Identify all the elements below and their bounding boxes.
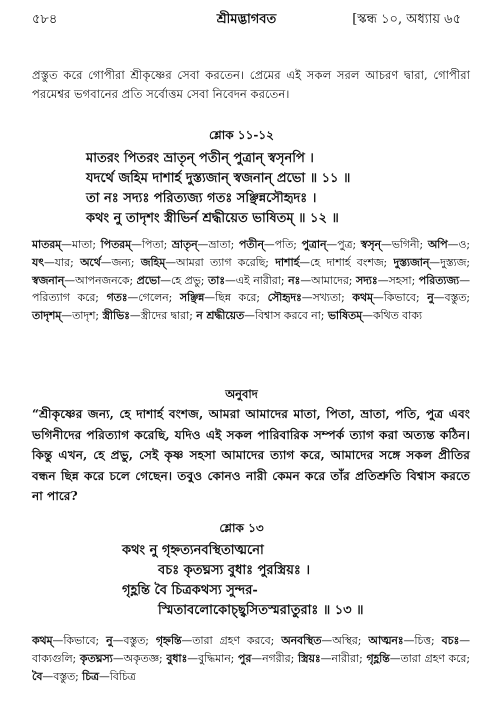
synonym-term: তাদৃশম্‌ bbox=[32, 309, 62, 323]
synonym-term: পুর bbox=[238, 651, 252, 665]
synonym-term: নু bbox=[427, 291, 434, 305]
synonym-term: সদ্যঃ bbox=[356, 273, 378, 287]
synonym-meaning: বিচিত্র bbox=[109, 669, 136, 683]
synonym-meaning: আমাদের bbox=[311, 273, 349, 287]
synonym-meaning: গেলেন bbox=[138, 291, 169, 305]
synonym-meaning: বস্তুত bbox=[444, 291, 467, 305]
synonym-meaning: যার bbox=[54, 255, 71, 269]
translation-11-12: “শ্রীকৃষ্ণের জন্য, হে দাশার্হ বংশজ, আমরা আমাদের মাতা, পিতা, ভ্রাতা, পতি, পুত্র এবং ভগিনীদের পরিত্যাগ করেছি, যদিও এই সকল পারিবারিক সম্পর্ক ত্যাগ করা অত্যন্ত কঠিন। কিন্তু এখন, হে প্রভু, সেই কৃষ্ণ সহসা আমাদের ত্যাগ করে, আমাদের সঙ্গে সকল প্রীতির বন্ধন ছিন্ন করে চলে গেছেন। তবুও কোনও নারী কেমন করে তাঁর প্রতিশ্রুতি বিশ্বাস করতে না পারে? bbox=[32, 407, 470, 503]
synonym-meaning: ছিন্ন করে bbox=[215, 291, 257, 305]
synonym-term: পরিত্যজ্য bbox=[418, 273, 460, 287]
verse-line: স্মিতাবলোকোচ্ছ্বসিতস্মরাতুরাঃ ॥ ১৩ ॥ bbox=[158, 603, 364, 618]
synonym-meaning: তারা গ্রহণ করে bbox=[400, 651, 467, 665]
synonym-meaning: দুস্ত্যজ bbox=[440, 255, 467, 269]
word-for-word-13: কথম্‌—কিভাবে; নু—বস্তুত; গৃহ্নন্তি—তারা গ্রহণ করবে; অনবস্থিত—অস্থির; আত্মনঃ—চিত্ত; বচঃ—বাক্যগুলি; কৃতঘ্নস্য—অকৃতজ্ঞ; বুধাঃ—বুদ্ধিমান; পুর—নগরীর; স্ত্রিয়ঃ—নারীরা; গৃহ্ণন্তি—তারা গ্রহণ করে; বৈ—বস্তুত; চিত্র—বিচিত্র bbox=[32, 634, 470, 683]
synonym-meaning: স্ত্রীদের দ্বারা bbox=[140, 309, 190, 323]
verse-line: কথং নু গৃহ্নত্যনবস্থিতাত্মনো bbox=[122, 543, 264, 558]
synonym-term: স্ত্রিয়ঃ bbox=[297, 651, 321, 665]
synonym-term: অনবস্থিত bbox=[281, 634, 322, 647]
verse-line: গৃহ্ণন্তি বৈ চিত্রকথস্য সুন্দর- bbox=[122, 583, 258, 598]
running-header bbox=[32, 10, 461, 28]
synonym-term: বুধাঃ bbox=[166, 651, 188, 665]
synonym-meaning: বাক্যগুলি bbox=[32, 651, 73, 665]
synonym-term: গৃহ্নন্তি bbox=[155, 634, 182, 647]
synonym-meaning: সখ্যতা bbox=[312, 291, 342, 305]
synonym-meaning: জন্য bbox=[111, 255, 131, 269]
synonym-term: কথম্‌ bbox=[32, 634, 53, 647]
synonym-term: ভাষিতম্‌ bbox=[327, 309, 363, 323]
book-title: শ্রীমদ্ভাগবত bbox=[216, 12, 277, 27]
verse-line: বচঃ কৃতঘ্নস্য বুধাঃ পুরস্ত্রিয়ঃ । bbox=[158, 563, 310, 578]
synonym-term: আত্মনঃ bbox=[368, 634, 404, 647]
synonym-term: নঃ bbox=[288, 273, 301, 287]
synonym-term: যৎ bbox=[32, 255, 44, 269]
verse-13-heading: শ্লোক ১৩ bbox=[219, 521, 264, 535]
word-for-word-11-12: মাতরম্‌—মাতা; পিতরম্‌—পিতা; ভ্রাতৃন্‌—ভ্রাতা; পতীন্‌—পতি; পুত্রান্‌—পুত্র; স্বসৃন্‌—ভগিনী; অপি—ও; যৎ—যার; অর্থে—জন্য; জহিম্‌—আমরা ত্যাগ করেছি; দাশার্হ—হে দাশার্হ বংশজ; দুস্ত্যজান্‌—দুস্ত্যজ; স্বজনান্‌—আপনজনকে; প্রভো—হে প্রভু; তাঃ—এই নারীরা; নঃ—আমাদের; সদ্যঃ—সহসা; পরিত্যজ্য—পরিত্যাগ করে; গতঃ—গেলেন; সঞ্ছিন্ন—ছিন্ন করে; সৌহৃদঃ—সখ্যতা; কথম্‌—কিভাবে; নু—বস্তুত; তাদৃশম্‌—তাদৃশ; স্ত্রীভিঃ—স্ত্রীদের দ্বারা; ন শ্রদ্ধীয়েত—বিশ্বাস করবে না; ভাষিতম্‌—কথিত বাক্য bbox=[32, 238, 470, 323]
synonym-meaning: নগরীর bbox=[262, 651, 291, 665]
translation-heading: অনুবাদ bbox=[225, 387, 258, 401]
synonym-meaning: এই নারীরা bbox=[235, 273, 281, 287]
synonym-term: কথম্‌ bbox=[352, 291, 373, 305]
synonym-meaning: হে প্রভু bbox=[171, 273, 201, 287]
synonym-term: পিতরম্‌ bbox=[100, 238, 132, 251]
verse-line: কথং নু তাদৃশং স্ত্রীভির্ন শ্রদ্ধীয়েত ভাষিতম্‌ ॥ ১২ ॥ bbox=[86, 211, 339, 226]
synonym-meaning: ও bbox=[458, 238, 467, 251]
synonym-meaning: হে দাশার্হ বংশজ bbox=[310, 255, 384, 269]
synonym-term: অর্থে bbox=[80, 255, 101, 269]
verse-13-text bbox=[0, 541, 483, 621]
synonym-meaning: পিতা bbox=[141, 238, 164, 251]
synonym-term: পতীন্‌ bbox=[238, 238, 264, 251]
synonym-term: অপি bbox=[427, 238, 448, 251]
synonym-meaning: অস্থির bbox=[332, 634, 358, 647]
synonym-term: সৌহৃদঃ bbox=[267, 291, 302, 305]
synonym-term: সঞ্ছিন্ন bbox=[179, 291, 205, 305]
synonym-meaning: আপনজনকে bbox=[75, 273, 130, 287]
synonym-term: নু bbox=[106, 634, 113, 647]
synonym-term: প্রভো bbox=[136, 273, 161, 287]
synonym-term: স্বসৃন্‌ bbox=[360, 238, 381, 251]
page-number: ৫৮৪ bbox=[32, 12, 58, 27]
verse-line: যদর্থে জহিম দাশার্হ দুস্ত্যজান্‌ স্বজনান্‌ প্রভো ॥ ১১ ॥ bbox=[86, 171, 351, 186]
synonym-term: বৈ bbox=[32, 669, 43, 683]
synonym-term: দাশার্হ bbox=[275, 255, 300, 269]
synonym-meaning: বিশ্বাস করবে না bbox=[254, 309, 321, 323]
synonym-meaning: ভ্রাতা bbox=[208, 238, 231, 251]
verse-11-12-heading: শ্লোক ১১-১২ bbox=[209, 128, 274, 142]
chapter-reference: [স্কন্ধ ১০, অধ্যায় ৬৫ bbox=[352, 12, 461, 27]
synonym-meaning: মাতা bbox=[71, 238, 93, 251]
synonym-term: তাঃ bbox=[208, 273, 225, 287]
synonym-meaning: বস্তুত bbox=[123, 634, 146, 647]
synonym-meaning: নারীরা bbox=[331, 651, 360, 665]
synonym-term: জহিম্‌ bbox=[140, 255, 166, 269]
synonym-meaning: পুত্র bbox=[337, 238, 353, 251]
synonym-meaning: তারা গ্রহণ করবে bbox=[192, 634, 271, 647]
synonym-meaning: আমরা ত্যাগ করেছি bbox=[176, 255, 266, 269]
verse-line: মাতরং পিতরং ভ্রাতৃন্‌ পতীন্‌ পুত্রান্‌ স্বসৃনপি । bbox=[86, 151, 314, 166]
synonym-term: বচঃ bbox=[441, 634, 460, 647]
verse-line: তা নঃ সদ্যঃ পরিত্যজ্য গতঃ সঞ্ছিন্নসৌহৃদঃ । bbox=[86, 191, 317, 206]
verse-11-12-text bbox=[0, 149, 483, 229]
synonym-term: মাতরম্‌ bbox=[32, 238, 62, 251]
synonym-term: ভ্রাতৃন্‌ bbox=[171, 238, 198, 251]
synonym-meaning: কিভাবে bbox=[383, 291, 416, 305]
synonym-term: কৃতঘ্নস্য bbox=[79, 651, 113, 665]
synonym-meaning: পরিত্যাগ করে bbox=[32, 291, 96, 305]
synonym-term: ন শ্রদ্ধীয়েত bbox=[196, 309, 245, 323]
synonym-term: গৃহ্ণন্তি bbox=[366, 651, 390, 665]
synonym-meaning: অকৃতজ্ঞ bbox=[123, 651, 159, 665]
synonym-meaning: তাদৃশ bbox=[72, 309, 96, 323]
synonym-meaning: সহসা bbox=[388, 273, 412, 287]
synonym-term: স্ত্রীভিঃ bbox=[102, 309, 130, 323]
synonym-meaning: পতি bbox=[274, 238, 294, 251]
synonym-term: স্বজনান্‌ bbox=[32, 273, 65, 287]
synonym-meaning: কিভাবে bbox=[63, 634, 96, 647]
synonym-meaning: বস্তুত bbox=[53, 669, 76, 683]
synonym-meaning: ভগিনী bbox=[391, 238, 420, 251]
synonym-meaning: বুদ্ধিমান bbox=[198, 651, 231, 665]
synonym-meaning: চিত্ত bbox=[414, 634, 431, 647]
synonym-meaning: কথিত বাক্য bbox=[372, 309, 422, 323]
synonym-term: গতঃ bbox=[106, 291, 128, 305]
intro-paragraph: প্রস্তুত করে গোপীরা শ্রীকৃষ্ণের সেবা করতেন। প্রেমের এই সকল সরল আচরণ দ্বারা, গোপীরা পরমেশ্বর ভগবানের প্রতি সর্বোত্তম সেবা নিবেদন করতেন। bbox=[32, 68, 470, 101]
synonym-term: চিত্র bbox=[82, 669, 99, 683]
synonym-term: দুস্ত্যজান্‌ bbox=[393, 255, 430, 269]
synonym-term: পুত্রান্‌ bbox=[301, 238, 327, 251]
